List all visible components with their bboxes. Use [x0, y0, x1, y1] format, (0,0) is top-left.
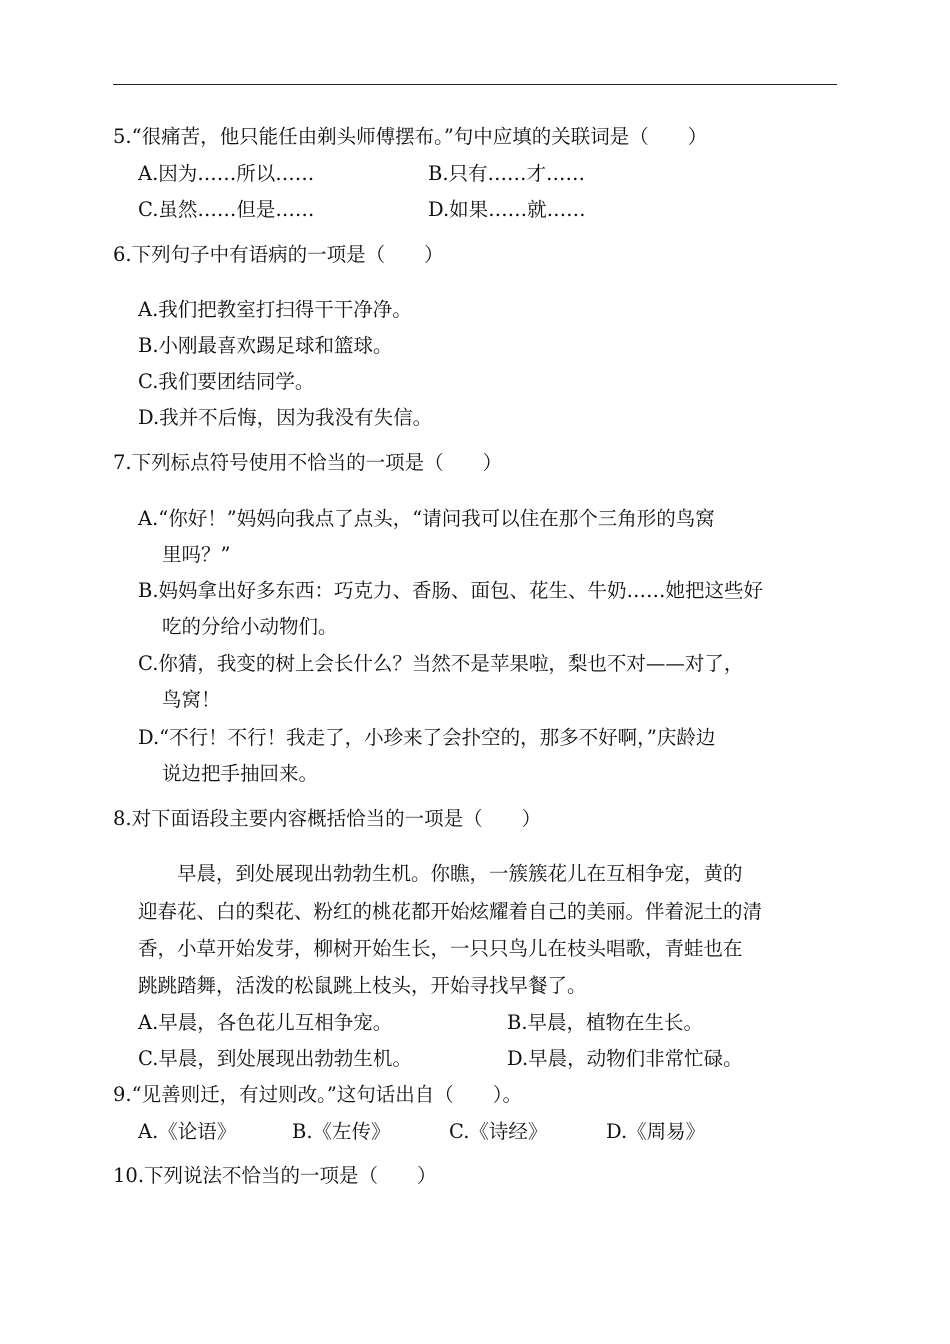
q8-passage-line: 香，小草开始发芽，柳树开始生长，一只只鸟儿在枝头唱歌，青蛙也在 [138, 937, 743, 960]
q8-option-c: C.早晨，到处展现出勃勃生机。 [138, 1047, 412, 1070]
q9-option-c: C.《诗经》 [449, 1120, 548, 1143]
q6-option-a: A.我们把教室打扫得干干净净。 [138, 298, 412, 321]
q5-stem: 5.“很痛苦，他只能任由剃头师傅摆布。”句中应填的关联词是（ ） [113, 125, 708, 148]
q8-passage-line: 早晨，到处展现出勃勃生机。你瞧，一簇簇花儿在互相争宠，黄的 [138, 862, 743, 885]
q7-option-b-cont: 吃的分给小动物们。 [162, 615, 338, 638]
q10-stem: 10.下列说法不恰当的一项是（ ） [113, 1164, 437, 1187]
q8-option-b: B.早晨，植物在生长。 [507, 1011, 704, 1034]
q9-option-a: A.《论语》 [138, 1120, 237, 1143]
header-rule [113, 84, 837, 85]
q9-stem: 9.“见善则迁，有过则改。”这句话出自（ ）。 [113, 1083, 523, 1106]
q8-passage-line: 跳跳踏舞，活泼的松鼠跳上枝头，开始寻找早餐了。 [138, 974, 587, 997]
q6-option-c: C.我们要团结同学。 [138, 370, 315, 393]
q6-option-d: D.我并不后悔，因为我没有失信。 [138, 406, 433, 429]
q7-option-c-cont: 鸟窝！ [162, 688, 221, 711]
q7-option-a-cont: 里吗？” [162, 543, 231, 566]
q7-stem: 7.下列标点符号使用不恰当的一项是（ ） [113, 451, 503, 474]
q6-stem: 6.下列句子中有语病的一项是（ ） [113, 243, 444, 266]
q8-option-d: D.早晨，动物们非常忙碌。 [507, 1047, 743, 1070]
q5-option-d: D.如果……就…… [428, 198, 586, 221]
q8-stem: 8.对下面语段主要内容概括恰当的一项是（ ） [113, 807, 542, 830]
q5-option-c: C.虽然……但是…… [138, 198, 315, 221]
q9-option-b: B.《左传》 [292, 1120, 391, 1143]
q8-passage-line: 迎春花、白的梨花、粉红的桃花都开始炫耀着自己的美丽。伴着泥土的清 [138, 900, 763, 923]
q7-option-d-cont: 说边把手抽回来。 [162, 762, 319, 785]
q5-option-b: B.只有……才…… [428, 162, 586, 185]
q7-option-a: A.“你好！”妈妈向我点了点头，“请问我可以住在那个三角形的鸟窝 [138, 507, 715, 530]
q7-option-d: D.“不行！不行！我走了，小珍来了会扑空的，那多不好啊，”庆龄边 [138, 726, 716, 749]
q6-option-b: B.小刚最喜欢踢足球和篮球。 [138, 334, 393, 357]
q8-option-a: A.早晨，各色花儿互相争宠。 [138, 1011, 393, 1034]
q7-option-c: C.你猜，我变的树上会长什么？当然不是苹果啦，梨也不对——对了， [138, 652, 744, 675]
q5-option-a: A.因为……所以…… [138, 162, 315, 185]
q9-option-d: D.《周易》 [606, 1120, 706, 1143]
q7-option-b: B.妈妈拿出好多东西：巧克力、香肠、面包、花生、牛奶……她把这些好 [138, 579, 764, 602]
